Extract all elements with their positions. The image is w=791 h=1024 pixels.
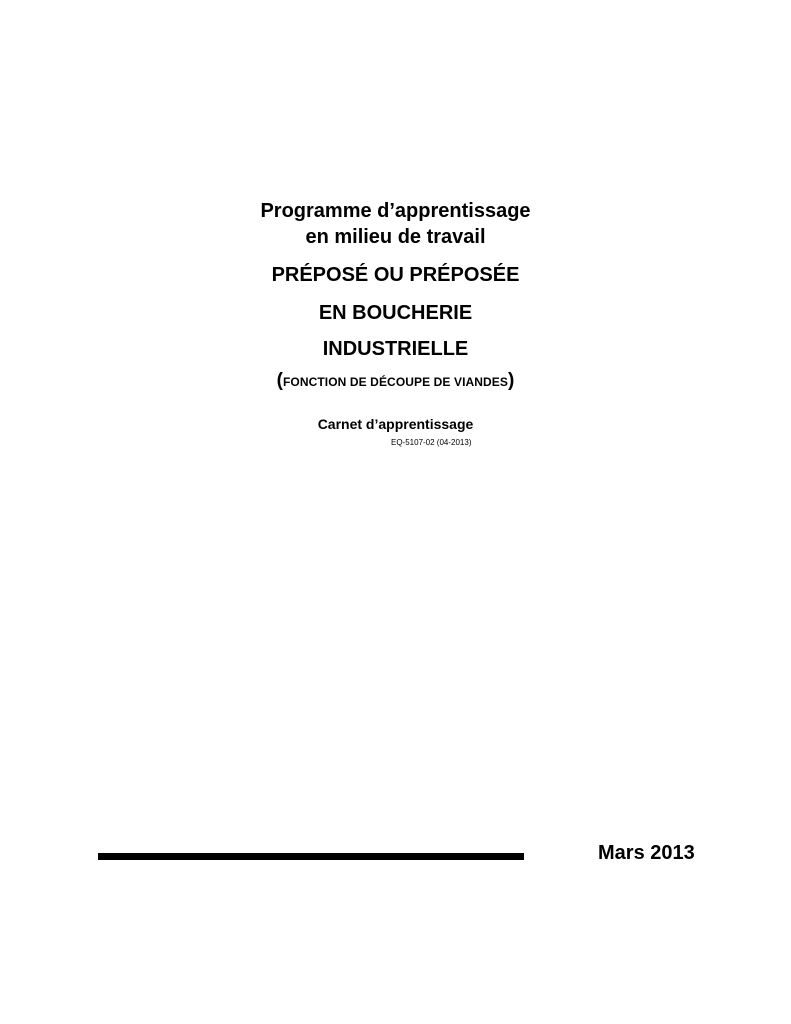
subtitle-text: FONCTION DE DÉCOUPE DE VIANDES — [282, 375, 509, 389]
function-subtitle — [0, 370, 791, 393]
trade-title-line-1: PRÉPOSÉ OU PRÉPOSÉE — [271, 264, 520, 286]
program-title — [0, 198, 791, 250]
form-code: EQ-5107-02 (04-2013) — [391, 438, 472, 447]
program-title-line-2: en milieu de travail — [305, 226, 486, 248]
trade-title-line-2: EN BOUCHERIE — [318, 302, 473, 324]
booklet-label: Carnet d’apprentissage — [317, 416, 474, 432]
trade-title-line-3: INDUSTRIELLE — [322, 338, 469, 360]
program-title-line-1: Programme d’apprentissage — [260, 200, 531, 222]
publication-date: Mars 2013 — [598, 842, 695, 864]
subtitle-open-paren: ( — [276, 370, 283, 391]
subtitle-close-paren: ) — [508, 370, 515, 391]
horizontal-rule — [98, 853, 524, 860]
